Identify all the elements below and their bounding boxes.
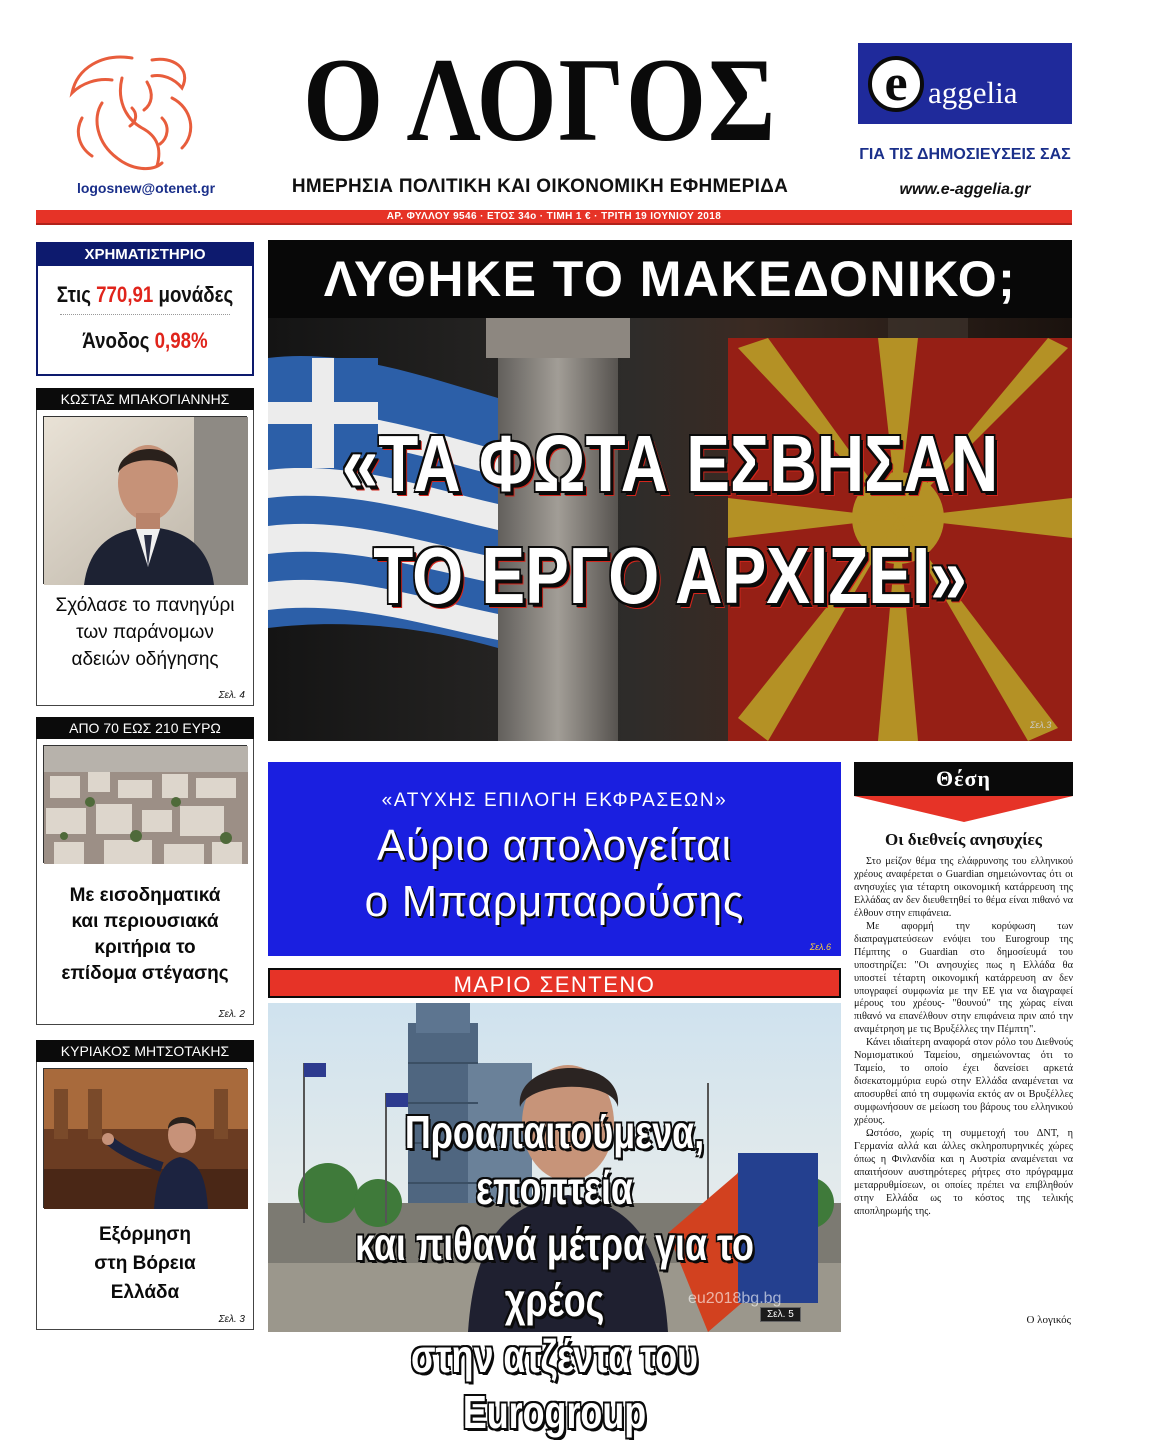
city-buildings-photo [43,745,247,863]
centeno-story-heading[interactable]: ΜΑΡΙΟ ΣΕΝΤΕΝΟ [268,968,841,998]
sidebar-story-text: Εξόρμηση στη Βόρεια Ελλάδα [94,1224,196,1303]
sidebar-story-heading: ΚΥΡΙΑΚΟΣ ΜΗΤΣΟΤΑΚΗΣ [36,1040,254,1062]
page-reference: Σελ. 2 [218,1009,245,1020]
page-reference: Σελ.6 [809,942,831,952]
masthead-title: Ο ΛΟΓΟΣ [302,33,778,166]
e-letter-logo-icon: e [868,56,924,112]
mitsotakis-photo [43,1068,247,1208]
opinion-body: Στο μείζον θέμα της ελάφρυνσης του ελληνικού χρέους αναφέρεται ο Guardian σημειώνοντας ότι οι ανησυχίες για τέταρτη οικονομική κατάρρευση της Ελλάδας αν δεν διευθετηθεί το θέμα είναι πιθανό να έλθουν στην επιφάνεια. Με αφορμή την κορύφωση των διαπραγματεύσεων ενόψει του Eurogroup της Πέμπτης ο Guardian στο δημοσίευμά του υποστηρίζει: "Οι ανησυχίες πως η Ελλάδα θα υποστεί τέταρτη οικονομική κατάρρευση αν δεν υπογραφεί συμφωνία με την ΕΕ για να διαγραφεί μέρους του χρέους- "θουνού" της χώρας είναι πιθανό να επανέλθουν στην επιφάνεια πριν από την αναμέτρηση με τις Βρυξέλλες την Πέμπτη". Κάνει ιδιαίτερη αναφορά στον ρόλο του Διεθνούς Νομισματικού Ταμείου, σημειώνοντας ότι το Ταμείο, το οποίο έχει δανείσει αρκετά δισεκατομμύρια ευρώ στην Ελλάδα αναμένεται να αποσυρθεί από τη συμφωνία εκτός αν οι Βρυξέλλες συμφωνήσουν σε μείωση του βάρους του ελληνικού χρέους. Ωστόσο, χωρίς τη συμμετοχή του ΔΝΤ, η Γερμανία αλλά και άλλες σκληροπυρηνικές χώρες όπως η Φινλανδία και η Αυστρία αναμένεται να απαιτήσουν αυστηρότερες ρήτρες στο πρόγραμμα μεταρρυθμίσεων, οι οποίες πρέπει να επιβληθούν στην Ελλάδα ως το κόστος της τελικής αποπληρωμής της. [854,856,1073,1217]
bakoyannis-photo [43,416,247,584]
page-reference: Σελ. 4 [218,690,245,701]
e-aggelia-ad-banner[interactable] [858,43,1072,124]
stock-market-heading: ΧΡΗΜΑΤΙΣΤΗΡΙΟ [38,244,252,266]
opinion-heading: Θέση [854,762,1073,796]
issue-info-bar: ΑΡ. ΦΥΛΛΟΥ 9546 · ΕΤΟΣ 34ο · ΤΙΜΗ 1 € · ΤΡΙΤΗ 19 ΙΟΥΝΙΟΥ 2018 [36,210,1072,225]
story-kicker: «ΑΤΥΧΗΣ ΕΠΙΛΟΓΗ ΕΚΦΡΑΣΕΩΝ» [381,790,728,811]
ad-brand-word: aggelia [928,74,1018,110]
market-change-value: 0,98% [154,328,208,353]
stock-market-box [36,242,254,376]
ad-url-link[interactable]: www.e-aggelia.gr [899,181,1031,198]
contact-email[interactable]: logosnew@otenet.gr [76,180,216,196]
sidebar-story-housing[interactable] [36,717,254,1025]
faces-logo-icon [62,48,212,178]
market-change-line: Άνοδος 0,98% [82,328,208,353]
barbarousis-story-box[interactable] [268,762,841,956]
page-reference: Σελ. 3 [218,1314,245,1325]
opinion-triangle-icon [854,796,1073,822]
divider [60,314,230,315]
main-quote-headline[interactable]: «ΤΑ ΦΩΤΑ ΕΣΒΗΣΑΝ ΤΟ ΕΡΓΟ ΑΡΧΙΖΕΙ» [341,419,999,620]
svg-text:eu2018bg.bg: eu2018bg.bg [688,1290,782,1307]
page-reference: Σελ.3 [1030,720,1052,730]
opinion-signature: Ο λογικός [1026,1314,1071,1326]
market-points-value: 770,91 [96,282,154,307]
sidebar-story-bakoyannis[interactable] [36,388,254,706]
eurogroup-headline[interactable]: Προαπαιτούμενα, εποπτεία και πιθανά μέτρα για το χρέος στην ατζέντα του Eurogroup [355,1106,754,1438]
sidebar-story-text: Σχόλασε το πανηγύρι των παράνομων αδειών οδήγησης [55,595,235,670]
market-points-line: Στις 770,91 μονάδες [56,282,234,307]
story-title: Αύριο απολογείται ο Μπαρμπαρούσης [364,821,745,926]
masthead-subtitle: ΗΜΕΡΗΣΙΑ ΠΟΛΙΤΙΚΗ ΚΑΙ ΟΙΚΟΝΟΜΙΚΗ ΕΦΗΜΕΡΙΔΑ [291,176,789,197]
sidebar-story-heading: ΚΩΣΤΑΣ ΜΠΑΚΟΓΙΑΝΝΗΣ [36,388,254,410]
sidebar-story-text: Με εισοδηματικά και περιουσιακά κριτήρια το επίδομα στέγασης [61,885,229,984]
sidebar-story-mitsotakis[interactable] [36,1040,254,1330]
opinion-title[interactable]: Οι διεθνείς ανησυχίες [885,830,1042,849]
ad-tagline: ΓΙΑ ΤΙΣ ΔΗΜΟΣΙΕΥΣΕΙΣ ΣΑΣ [859,146,1071,163]
main-headline[interactable]: ΛΥΘΗΚΕ ΤΟ ΜΑΚΕΔΟΝΙΚΟ; [268,240,1072,318]
sidebar-story-heading: ΑΠΟ 70 ΕΩΣ 210 ΕΥΡΩ [36,717,254,739]
page-reference: Σελ. 5 [760,1307,801,1322]
